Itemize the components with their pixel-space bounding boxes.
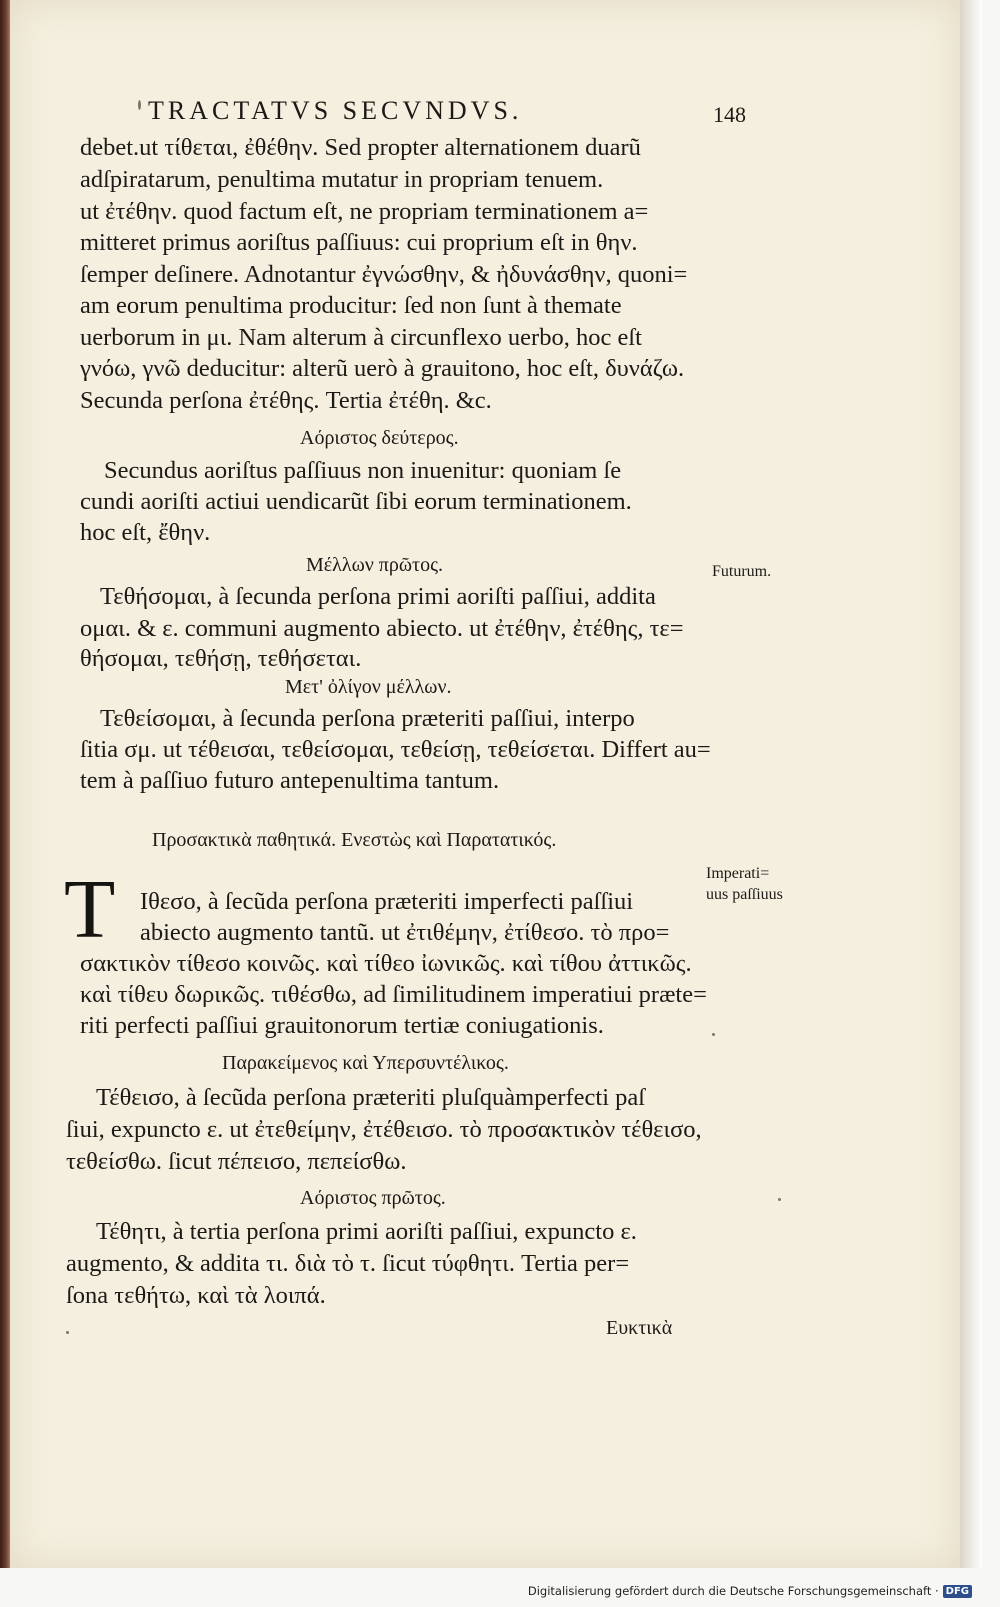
text-line: tem à paſſiuo futuro antepenultima tantum. <box>80 767 500 794</box>
text-line: Τέθεισο, à ſecũda perſona præteriti pluſquàmperfecti paſ <box>96 1084 646 1111</box>
book-spine <box>0 0 10 1568</box>
text-line: τεθείσθω. ſicut πέπεισο, πεπείσθω. <box>66 1148 407 1175</box>
text-line: Ιθεσο, à ſecũda perſona præteriti imperfecti paſſiui <box>140 888 634 915</box>
ink-speck <box>66 1331 69 1334</box>
section-title: Προσακτικὰ παθητικά. Ενεστὼς καὶ Παρατατικός. <box>152 829 557 851</box>
margin-note: Futurum. <box>712 563 772 580</box>
digitization-credit <box>528 1584 972 1598</box>
text-line: ſemper deſinere. Adnotantur ἐγνώσθην, & ἠδυνάσθην, quoni= <box>80 261 688 288</box>
text-line: hoc eſt, ἔθην. <box>80 519 211 546</box>
text-line: debet.ut τίθεται, ἐθέθην. Sed propter alternationem duarũ <box>80 134 641 161</box>
section-title: Παρακείμενος καὶ Υπερσυντέλικος. <box>222 1052 509 1074</box>
text-line: Secundus aoriſtus paſſiuus non inuenitur: quoniam ſe <box>104 457 622 484</box>
ink-speck <box>138 100 141 110</box>
text-line: ſitia σμ. ut τέθεισαι, τεθείσομαι, τεθείσῃ, τεθείσεται. Differt au= <box>80 736 711 763</box>
folio-number: 148 <box>713 102 746 127</box>
text-line: καὶ τίθευ δωρικῶς. τιθέσθω, ad ſimilitudinem imperatiui præte= <box>80 981 707 1008</box>
decorated-initial: T <box>64 863 116 956</box>
text-line: ut ἐτέθην. quod factum eſt, ne propriam terminationem a= <box>80 198 649 225</box>
text-line: ſiui, expuncto ε. ut ἐτεθείμην, ἐτέθεισο. τὸ προσακτικὸν τέθεισο, <box>66 1116 702 1143</box>
text-line: abiecto augmento tantũ. ut ἐτιθέμην, ἐτίθεσο. τὸ προ= <box>140 919 670 946</box>
catchword: Ευκτικὰ <box>606 1317 673 1339</box>
dfg-logo: DFG <box>943 1585 972 1598</box>
ink-speck <box>778 1198 781 1201</box>
text-line: Τεθείσομαι, à ſecunda perſona præteriti paſſiui, interpo <box>100 705 635 732</box>
ink-speck <box>712 1033 715 1036</box>
text-line: Secunda perſona ἐτέθης. Tertia ἐτέθη. &c. <box>80 387 492 414</box>
text-line: γνόω, γνῶ deducitur: alterũ uerò à grauitono, hoc eſt, δυνάζω. <box>80 355 685 382</box>
section-title: Μετ' ὀλίγον μέλλων. <box>285 676 452 698</box>
text-line: uerborum in μι. Nam alterum à circunflexo uerbo, hoc eſt <box>80 324 642 351</box>
text-line: am eorum penultima producitur: ſed non ſunt à themate <box>80 292 622 319</box>
margin-note: Imperati= <box>706 865 770 882</box>
text-line: ſona τεθήτω, καὶ τὰ λοιπά. <box>66 1282 326 1309</box>
footer-text: Digitalisierung gefördert durch die Deutsche Forschungsgemeinschaft · <box>527 1584 939 1598</box>
text-line: Τέθητι, à tertia perſona primi aoriſti paſſiui, expuncto ε. <box>96 1218 637 1245</box>
text-line: cundi aoriſti actiui uendicarũt ſibi eorum terminationem. <box>80 488 632 515</box>
running-title: TRACTATVS SECVNDVS. <box>148 96 523 125</box>
section-title: Αόριστος πρῶτος. <box>300 1187 446 1209</box>
text-line: riti perfecti paſſiui grauitonorum tertiæ coniugationis. <box>80 1012 604 1039</box>
text-line: θήσομαι, τεθήσῃ, τεθήσεται. <box>80 645 362 672</box>
section-title: Μέλλων πρῶτος. <box>306 554 443 576</box>
section-title: Αόριστος δεύτερος. <box>300 427 459 449</box>
page-edge <box>960 0 982 1568</box>
text-line: ομαι. & ε. communi augmento abiecto. ut ἐτέθην, ἐτέθης, τε= <box>80 615 684 642</box>
margin-note: uus paſſiuus <box>706 886 783 903</box>
text-line: adſpiratarum, penultima mutatur in propriam tenuem. <box>80 166 604 193</box>
text-line: Τεθήσομαι, à ſecunda perſona primi aoriſti paſſiui, addita <box>100 583 656 610</box>
text-line: augmento, & addita τι. διὰ τὸ τ. ſicut τύφθητι. Tertia per= <box>66 1250 630 1277</box>
text-line: σακτικὸν τίθεσο κοινῶς. καὶ τίθεο ἰωνικῶς. καὶ τίθου ἀττικῶς. <box>80 950 692 977</box>
text-line: mitteret primus aoriſtus paſſiuus: cui proprium eſt in θην. <box>80 229 638 256</box>
